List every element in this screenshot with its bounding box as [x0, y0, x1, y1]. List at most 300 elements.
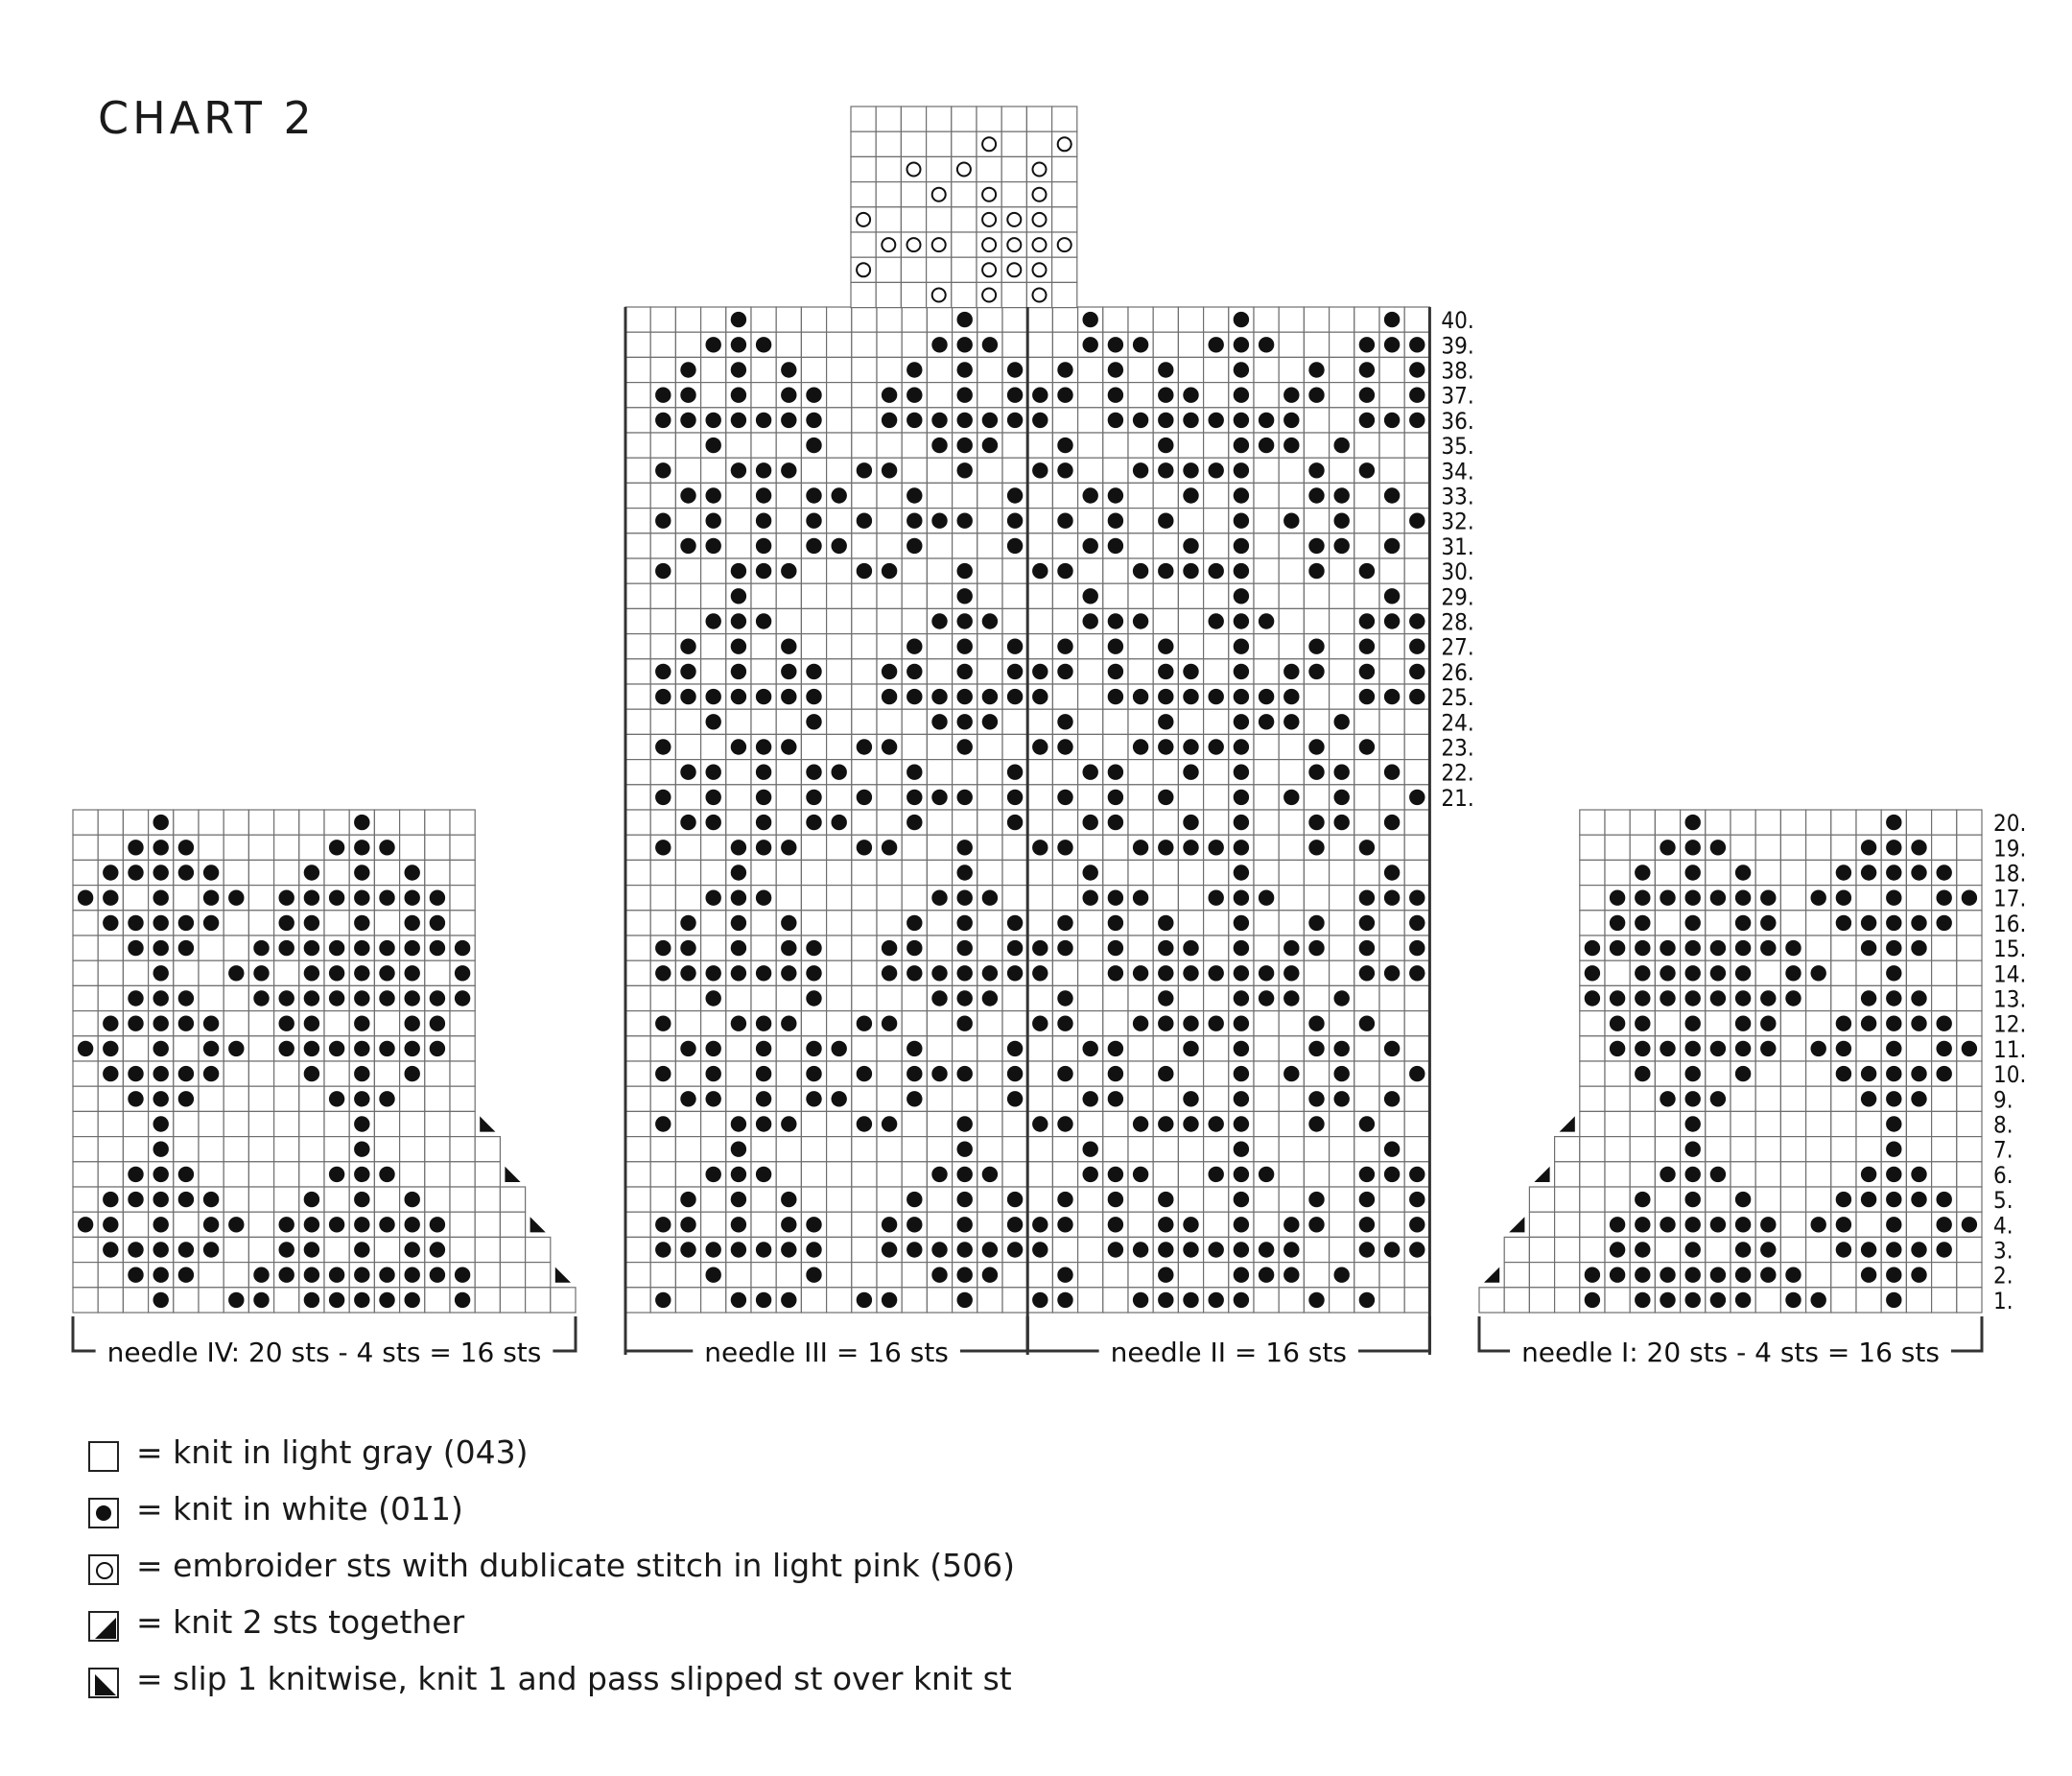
stitch-dot — [706, 1041, 721, 1056]
grid-cell — [625, 1137, 650, 1162]
grid-cell — [751, 307, 776, 332]
stitch-dot — [680, 664, 695, 679]
stitch-dot — [931, 1242, 947, 1257]
grid-cell — [852, 960, 877, 985]
stitch-dot — [1057, 1016, 1072, 1031]
stitch-dot — [882, 1217, 897, 1232]
row-label: 18. — [1993, 860, 2027, 888]
grid-cell — [1731, 1162, 1755, 1187]
grid-cell — [1354, 483, 1379, 508]
stitch-dot — [1836, 915, 1851, 931]
stitch-dot — [906, 790, 922, 805]
stitch-dot — [1811, 1292, 1826, 1308]
stitch-dot — [1861, 1167, 1876, 1182]
stitch-dot — [379, 940, 394, 956]
grid-cell — [400, 810, 425, 835]
stitch-dot — [806, 790, 821, 805]
grid-cell — [1404, 1011, 1429, 1036]
stitch-dot — [1209, 563, 1224, 579]
grid-cell — [851, 257, 876, 282]
grid-cell — [1304, 408, 1329, 433]
stitch-dot — [1083, 588, 1098, 604]
grid-cell — [1128, 659, 1153, 684]
grid-cell — [1404, 734, 1429, 759]
grid-cell — [701, 307, 726, 332]
grid-cell — [1052, 1086, 1077, 1111]
grid-cell — [1027, 509, 1052, 533]
grid-cell — [1856, 1137, 1881, 1162]
stitch-dot — [756, 765, 771, 780]
stitch-dot — [882, 940, 897, 956]
stitch-dot — [279, 940, 294, 956]
grid-cell — [827, 734, 852, 759]
grid-cell — [977, 182, 1001, 207]
grid-cell — [1078, 1187, 1103, 1212]
grid-cell — [675, 860, 700, 885]
stitch-dot — [957, 739, 973, 754]
grid-cell — [977, 1111, 1002, 1136]
grid-cell — [1379, 985, 1404, 1010]
stitch-dot — [832, 765, 847, 780]
grid-cell — [1655, 1137, 1680, 1162]
grid-cell — [1279, 1137, 1304, 1162]
grid-cell — [98, 1263, 123, 1288]
grid-cell — [675, 1162, 700, 1187]
skp-mark — [530, 1217, 546, 1232]
grid-cell — [1103, 734, 1128, 759]
stitch-dot — [1384, 864, 1400, 880]
stitch-dot — [178, 1267, 194, 1283]
grid-cell — [877, 509, 902, 533]
grid-cell — [977, 1086, 1002, 1111]
grid-cell — [299, 1086, 324, 1111]
grid-cell — [827, 960, 852, 985]
stitch-dot — [982, 337, 998, 352]
grid-cell — [1379, 1011, 1404, 1036]
grid-cell — [1529, 1237, 1554, 1262]
grid-cell — [450, 886, 475, 911]
stitch-dot — [1283, 664, 1299, 679]
grid-cell — [1304, 433, 1329, 458]
grid-cell — [1605, 860, 1630, 885]
grid-cell — [1078, 634, 1103, 659]
grid-cell — [852, 533, 877, 558]
grid-cell — [877, 307, 902, 332]
grid-cell — [1153, 860, 1178, 885]
grid-cell — [248, 1237, 273, 1262]
stitch-dot — [781, 664, 796, 679]
stitch-dot — [1007, 765, 1023, 780]
grid-cell — [1128, 810, 1153, 835]
grid-cell — [1354, 307, 1379, 332]
grid-cell — [1052, 207, 1077, 232]
stitch-dot — [1234, 639, 1249, 654]
grid-cell — [1580, 911, 1605, 935]
grid-cell — [701, 634, 726, 659]
stitch-dot — [1183, 462, 1198, 478]
grid-cell — [1580, 1011, 1605, 1036]
grid-cell — [726, 810, 751, 835]
grid-cell — [248, 835, 273, 860]
grid-cell — [977, 533, 1002, 558]
stitch-dot — [1409, 362, 1424, 377]
stitch-dot — [103, 1016, 118, 1031]
grid-cell — [1906, 1111, 1931, 1136]
stitch-dot — [1007, 362, 1023, 377]
grid-cell — [927, 1137, 952, 1162]
grid-cell — [1354, 1036, 1379, 1061]
grid-cell — [1254, 1212, 1279, 1237]
grid-cell — [952, 182, 977, 207]
stitch-dot — [1158, 513, 1173, 529]
grid-cell — [1128, 1061, 1153, 1086]
grid-cell — [675, 458, 700, 483]
stitch-dot — [1209, 1116, 1224, 1131]
stitch-dot — [1259, 890, 1274, 906]
stitch-dot — [756, 965, 771, 981]
grid-cell — [1856, 1212, 1881, 1237]
row-label: 10. — [1993, 1061, 2027, 1089]
grid-cell — [1330, 960, 1354, 985]
stitch-dot — [1259, 413, 1274, 428]
grid-cell — [1655, 1061, 1680, 1086]
stitch-dot — [1057, 940, 1072, 956]
grid-cell — [852, 886, 877, 911]
stitch-dot — [1158, 664, 1173, 679]
grid-cell — [801, 634, 826, 659]
stitch-dot — [680, 689, 695, 704]
grid-cell — [174, 1137, 199, 1162]
stitch-dot — [354, 840, 369, 855]
stitch-dot — [1886, 1192, 1901, 1207]
grid-cell — [701, 383, 726, 408]
grid-cell — [1279, 357, 1304, 382]
grid-cell — [852, 634, 877, 659]
stitch-dot — [329, 1167, 344, 1182]
grid-cell — [475, 1237, 500, 1262]
grid-cell — [1806, 1162, 1831, 1187]
stitch-dot — [1234, 1116, 1249, 1131]
stitch-dot — [806, 1091, 821, 1106]
grid-cell — [827, 684, 852, 709]
grid-cell — [1731, 1086, 1755, 1111]
grid-cell — [650, 810, 675, 835]
grid-cell — [927, 558, 952, 583]
grid-cell — [927, 1086, 952, 1111]
grid-cell — [1304, 608, 1329, 633]
stitch-dot — [1108, 940, 1123, 956]
grid-cell — [977, 282, 1001, 307]
stitch-dot — [1585, 1292, 1600, 1308]
stitch-dot — [655, 1242, 671, 1257]
grid-cell — [425, 1137, 450, 1162]
stitch-dot — [1158, 1066, 1173, 1081]
grid-cell — [902, 558, 927, 583]
grid-cell — [500, 1263, 525, 1288]
stitch-dot — [1283, 714, 1299, 729]
grid-cell — [1103, 307, 1128, 332]
stitch-dot — [806, 664, 821, 679]
stitch-dot — [781, 1192, 796, 1207]
grid-cell — [1806, 1263, 1831, 1288]
stitch-dot — [1083, 312, 1098, 327]
stitch-dot — [1635, 1292, 1650, 1308]
grid-cell — [927, 207, 952, 232]
grid-cell — [1052, 182, 1077, 207]
grid-cell — [675, 307, 700, 332]
row-label: 29. — [1441, 583, 1474, 611]
stitch-dot — [982, 1267, 998, 1283]
grid-cell — [224, 1162, 248, 1187]
grid-cell — [1630, 810, 1655, 835]
stitch-dot — [1158, 413, 1173, 428]
stitch-dot — [103, 1041, 118, 1056]
grid-cell — [374, 1237, 399, 1262]
grid-cell — [1706, 1011, 1731, 1036]
grid-cell — [1178, 608, 1203, 633]
stitch-dot — [253, 965, 269, 981]
stitch-dot — [1183, 1242, 1198, 1257]
stitch-dot — [1384, 1091, 1400, 1106]
grid-cell — [977, 1036, 1002, 1061]
stitch-dot — [455, 940, 470, 956]
grid-cell — [977, 1061, 1002, 1086]
stitch-dot — [1409, 940, 1424, 956]
grid-cell — [1354, 1137, 1379, 1162]
stitch-dot — [1861, 1066, 1876, 1081]
grid-cell — [852, 583, 877, 608]
stitch-dot — [329, 940, 344, 956]
stitch-dot — [731, 1116, 746, 1131]
stitch-dot — [706, 815, 721, 830]
grid-cell — [1052, 760, 1077, 785]
grid-cell — [1279, 886, 1304, 911]
stitch-dot — [982, 438, 998, 453]
stitch-dot — [1685, 840, 1701, 855]
stitch-dot — [1209, 1292, 1224, 1308]
grid-cell — [1279, 608, 1304, 633]
grid-cell — [1052, 608, 1077, 633]
grid-cell — [927, 257, 952, 282]
grid-cell — [425, 810, 450, 835]
grid-cell — [1404, 810, 1429, 835]
grid-cell — [1052, 307, 1077, 332]
grid-cell — [701, 659, 726, 684]
stitch-dot — [1861, 1267, 1876, 1283]
stitch-dot — [957, 890, 973, 906]
stitch-dot — [430, 990, 445, 1006]
grid-cell — [1379, 785, 1404, 810]
stitch-dot — [1660, 965, 1675, 981]
grid-cell — [1906, 886, 1931, 911]
row-label: 1. — [1993, 1287, 2013, 1314]
grid-cell — [1354, 985, 1379, 1010]
stitch-dot — [304, 1041, 319, 1056]
stitch-dot — [329, 1292, 344, 1308]
stitch-dot — [1032, 1242, 1048, 1257]
grid-cell — [625, 558, 650, 583]
grid-cell — [1379, 1263, 1404, 1288]
grid-cell — [701, 1111, 726, 1136]
stitch-dot — [957, 462, 973, 478]
grid-cell — [1755, 1288, 1780, 1313]
stitch-dot — [153, 1091, 169, 1106]
row-label: 36. — [1441, 407, 1474, 435]
grid-cell — [851, 207, 876, 232]
grid-cell — [1379, 509, 1404, 533]
grid-cell — [625, 985, 650, 1010]
grid-cell — [1078, 433, 1103, 458]
grid-cell — [1504, 1237, 1529, 1262]
grid-cell — [1279, 1086, 1304, 1111]
stitch-dot — [706, 1267, 721, 1283]
stitch-dot — [379, 965, 394, 981]
stitch-dot — [1861, 1016, 1876, 1031]
stitch-dot — [1911, 1192, 1926, 1207]
grid-cell — [1957, 860, 1982, 885]
grid-cell — [224, 985, 248, 1010]
stitch-dot — [781, 362, 796, 377]
stitch-dot — [857, 739, 872, 754]
grid-cell — [877, 1162, 902, 1187]
stitch-dot — [781, 739, 796, 754]
row-label: 15. — [1993, 935, 2027, 963]
grid-cell — [1330, 332, 1354, 357]
stitch-dot — [1032, 413, 1048, 428]
grid-cell — [1354, 583, 1379, 608]
stitch-dot — [931, 714, 947, 729]
grid-cell — [625, 509, 650, 533]
grid-cell — [1932, 1263, 1957, 1288]
stitch-dot — [1158, 840, 1173, 855]
grid-cell — [1906, 960, 1931, 985]
grid-cell — [1078, 960, 1103, 985]
grid-cell — [852, 1263, 877, 1288]
grid-cell — [1379, 458, 1404, 483]
stitch-dot — [1685, 1192, 1701, 1207]
stitch-dot — [957, 864, 973, 880]
stitch-dot — [1032, 1292, 1048, 1308]
grid-cell — [98, 810, 123, 835]
stitch-dot — [329, 990, 344, 1006]
grid-cell — [123, 886, 148, 911]
stitch-dot — [1057, 513, 1072, 529]
grid-cell — [1806, 1187, 1831, 1212]
grid-cell — [1254, 458, 1279, 483]
grid-cell — [877, 860, 902, 885]
stitch-dot — [1409, 890, 1424, 906]
stitch-dot — [128, 1091, 143, 1106]
grid-cell — [852, 408, 877, 433]
grid-cell — [1128, 911, 1153, 935]
stitch-dot — [228, 1292, 244, 1308]
grid-cell — [1002, 1288, 1027, 1313]
stitch-dot — [1861, 940, 1876, 956]
row-label: 37. — [1441, 382, 1474, 410]
legend-text: = knit in light gray (043) — [136, 1433, 529, 1471]
stitch-dot — [1735, 1016, 1751, 1031]
stitch-dot — [1911, 1167, 1926, 1182]
stitch-dot — [1937, 915, 1952, 931]
chart-title: CHART 2 — [98, 92, 316, 144]
stitch-dot — [957, 563, 973, 579]
stitch-dot — [882, 1292, 897, 1308]
grid-cell — [1555, 1162, 1580, 1187]
stitch-dot — [1183, 487, 1198, 503]
stitch-dot — [1032, 940, 1048, 956]
stitch-dot — [756, 1167, 771, 1182]
stitch-dot — [1635, 965, 1650, 981]
grid-cell — [1354, 760, 1379, 785]
grid-cell — [450, 835, 475, 860]
stitch-dot — [655, 462, 671, 478]
stitch-dot — [655, 940, 671, 956]
stitch-dot — [103, 1192, 118, 1207]
stitch-dot — [430, 1016, 445, 1031]
stitch-dot — [103, 864, 118, 880]
stitch-dot — [279, 1267, 294, 1283]
stitch-dot — [1158, 639, 1173, 654]
grid-cell — [475, 1212, 500, 1237]
stitch-dot — [1308, 1041, 1324, 1056]
grid-cell — [952, 282, 977, 307]
grid-cell — [1831, 1137, 1856, 1162]
grid-cell — [248, 810, 273, 835]
grid-cell — [852, 608, 877, 633]
stitch-dot — [832, 1091, 847, 1106]
grid-cell — [299, 810, 324, 835]
grid-cell — [625, 659, 650, 684]
stitch-dot — [731, 588, 746, 604]
stitch-dot — [1133, 1116, 1148, 1131]
grid-cell — [650, 709, 675, 734]
grid-cell — [1052, 257, 1077, 282]
legend-text: = embroider sts with dublicate stitch in light pink (506) — [136, 1547, 1015, 1584]
stitch-dot — [153, 1041, 169, 1056]
stitch-dot — [1308, 664, 1324, 679]
grid-cell — [1957, 935, 1982, 960]
grid-cell — [1404, 1086, 1429, 1111]
grid-cell — [1605, 1111, 1630, 1136]
stitch-dot — [1158, 714, 1173, 729]
row-label: 34. — [1441, 458, 1474, 485]
grid-cell — [274, 1288, 299, 1313]
stitch-dot — [1083, 1167, 1098, 1182]
grid-cell — [1555, 1237, 1580, 1262]
grid-cell — [877, 583, 902, 608]
stitch-dot — [1710, 1267, 1726, 1283]
stitch-dot — [756, 538, 771, 554]
stitch-dot — [1234, 1066, 1249, 1081]
stitch-dot — [931, 613, 947, 628]
stitch-dot — [1811, 1217, 1826, 1232]
stitch-dot — [1610, 1242, 1625, 1257]
grid-cell — [927, 182, 952, 207]
grid-cell — [374, 911, 399, 935]
k2tog-mark — [1560, 1116, 1575, 1131]
stitch-dot — [1183, 940, 1198, 956]
grid-cell — [650, 608, 675, 633]
grid-cell — [650, 634, 675, 659]
grid-cell — [1254, 483, 1279, 508]
grid-cell — [751, 860, 776, 885]
stitch-dot — [1209, 739, 1224, 754]
stitch-dot — [781, 915, 796, 931]
grid-cell — [1605, 1162, 1630, 1187]
stitch-dot — [1861, 915, 1876, 931]
stitch-dot — [354, 915, 369, 931]
stitch-dot — [1007, 965, 1023, 981]
